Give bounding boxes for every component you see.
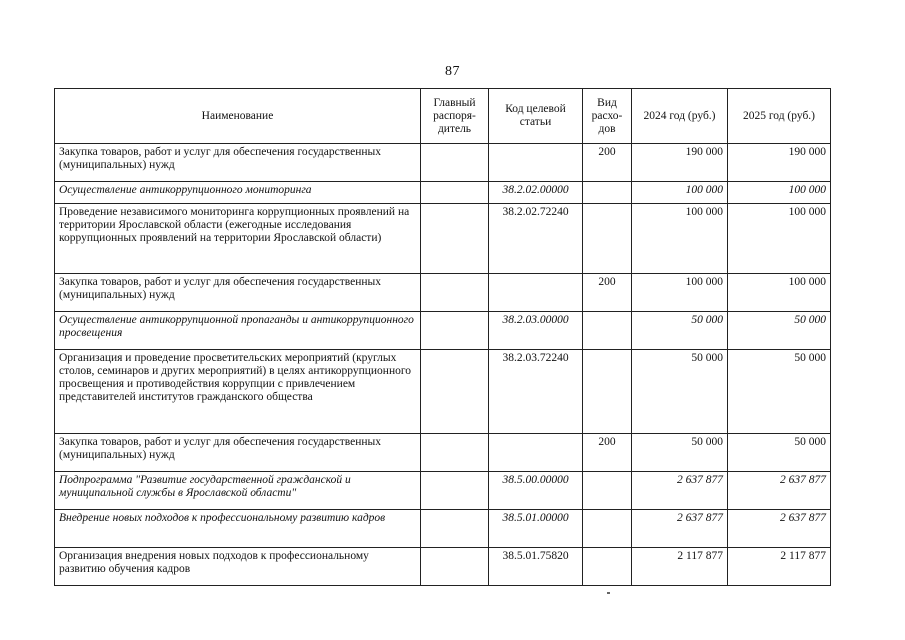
row-name-cell: Организация и проведение просветительских мероприятий (круглых столов, семинаров и других мероприятий) в целях антикоррупционного просвещения и противодействия коррупции с привлечением представителей институтов гражданского общества xyxy=(55,350,421,434)
row-manager-cell xyxy=(421,204,489,274)
row-expense-type-cell: 200 xyxy=(583,274,632,312)
row-code-cell xyxy=(489,434,583,472)
row-name-cell: Осуществление антикоррупционного мониторинга xyxy=(55,182,421,204)
row-2025-cell: 100 000 xyxy=(728,274,831,312)
header-2025: 2025 год (руб.) xyxy=(728,89,831,144)
row-code-cell: 38.5.01.75820 xyxy=(489,548,583,586)
header-expense-type: Вид расхо-дов xyxy=(583,89,632,144)
row-manager-cell xyxy=(421,472,489,510)
row-2024-cell: 2 637 877 xyxy=(632,510,728,548)
row-2024-cell: 50 000 xyxy=(632,312,728,350)
row-code-cell xyxy=(489,144,583,182)
row-expense-type-cell xyxy=(583,204,632,274)
row-manager-cell xyxy=(421,548,489,586)
table-row xyxy=(55,350,831,434)
row-2024-cell: 100 000 xyxy=(632,274,728,312)
table-row xyxy=(55,510,831,548)
row-name-cell: Закупка товаров, работ и услуг для обеспечения государственных (муниципальных) нужд xyxy=(55,144,421,182)
row-2024-cell: 100 000 xyxy=(632,204,728,274)
row-2024-cell: 2 117 877 xyxy=(632,548,728,586)
row-code-cell xyxy=(489,274,583,312)
row-2025-cell: 100 000 xyxy=(728,204,831,274)
row-2024-cell: 100 000 xyxy=(632,182,728,204)
row-2025-cell: 100 000 xyxy=(728,182,831,204)
row-2025-cell: 2 637 877 xyxy=(728,510,831,548)
row-2025-cell: 50 000 xyxy=(728,312,831,350)
row-name-cell: Проведение независимого мониторинга коррупционных проявлений на территории Ярославской области (ежегодные исследования коррупционных проявлений на территории Ярославской области) xyxy=(55,204,421,274)
row-name-cell: Организация внедрения новых подходов к профессиональному развитию обучения кадров xyxy=(55,548,421,586)
table-row xyxy=(55,312,831,350)
row-name-cell: Внедрение новых подходов к профессиональному развитию кадров xyxy=(55,510,421,548)
row-code-cell: 38.2.03.00000 xyxy=(489,312,583,350)
table-row xyxy=(55,548,831,586)
row-expense-type-cell: 200 xyxy=(583,434,632,472)
table-row xyxy=(55,434,831,472)
page-number: 87 xyxy=(445,64,460,79)
budget-table xyxy=(54,88,831,586)
table-header-row xyxy=(55,89,831,144)
row-2024-cell: 190 000 xyxy=(632,144,728,182)
row-manager-cell xyxy=(421,350,489,434)
table-row xyxy=(55,204,831,274)
row-2024-cell: 2 637 877 xyxy=(632,472,728,510)
row-2025-cell: 2 117 877 xyxy=(728,548,831,586)
row-2025-cell: 190 000 xyxy=(728,144,831,182)
row-expense-type-cell xyxy=(583,312,632,350)
table-row xyxy=(55,144,831,182)
row-expense-type-cell: 200 xyxy=(583,144,632,182)
row-manager-cell xyxy=(421,434,489,472)
row-code-cell: 38.5.01.00000 xyxy=(489,510,583,548)
table-row xyxy=(55,274,831,312)
row-manager-cell xyxy=(421,182,489,204)
header-manager: Главный распоря-дитель xyxy=(421,89,489,144)
row-code-cell: 38.2.03.72240 xyxy=(489,350,583,434)
row-manager-cell xyxy=(421,312,489,350)
scan-mark xyxy=(607,592,610,594)
row-expense-type-cell xyxy=(583,472,632,510)
row-2025-cell: 50 000 xyxy=(728,434,831,472)
row-code-cell: 38.2.02.00000 xyxy=(489,182,583,204)
row-name-cell: Подпрограмма "Развитие государственной гражданской и муниципальной службы в Ярославской области" xyxy=(55,472,421,510)
row-2025-cell: 2 637 877 xyxy=(728,472,831,510)
row-2025-cell: 50 000 xyxy=(728,350,831,434)
table-body xyxy=(55,144,831,586)
row-2024-cell: 50 000 xyxy=(632,434,728,472)
row-code-cell: 38.5.00.00000 xyxy=(489,472,583,510)
row-code-cell: 38.2.02.72240 xyxy=(489,204,583,274)
row-name-cell: Закупка товаров, работ и услуг для обеспечения государственных (муниципальных) нужд xyxy=(55,434,421,472)
row-name-cell: Закупка товаров, работ и услуг для обеспечения государственных (муниципальных) нужд xyxy=(55,274,421,312)
table-row xyxy=(55,472,831,510)
header-2024: 2024 год (руб.) xyxy=(632,89,728,144)
row-expense-type-cell xyxy=(583,350,632,434)
row-manager-cell xyxy=(421,274,489,312)
row-name-cell: Осуществление антикоррупционной пропаганды и антикоррупционного просвещения xyxy=(55,312,421,350)
row-manager-cell xyxy=(421,510,489,548)
row-expense-type-cell xyxy=(583,548,632,586)
row-expense-type-cell xyxy=(583,182,632,204)
row-expense-type-cell xyxy=(583,510,632,548)
header-name: Наименование xyxy=(55,89,421,144)
row-manager-cell xyxy=(421,144,489,182)
row-2024-cell: 50 000 xyxy=(632,350,728,434)
header-code: Код целевой статьи xyxy=(489,89,583,144)
table-row xyxy=(55,182,831,204)
